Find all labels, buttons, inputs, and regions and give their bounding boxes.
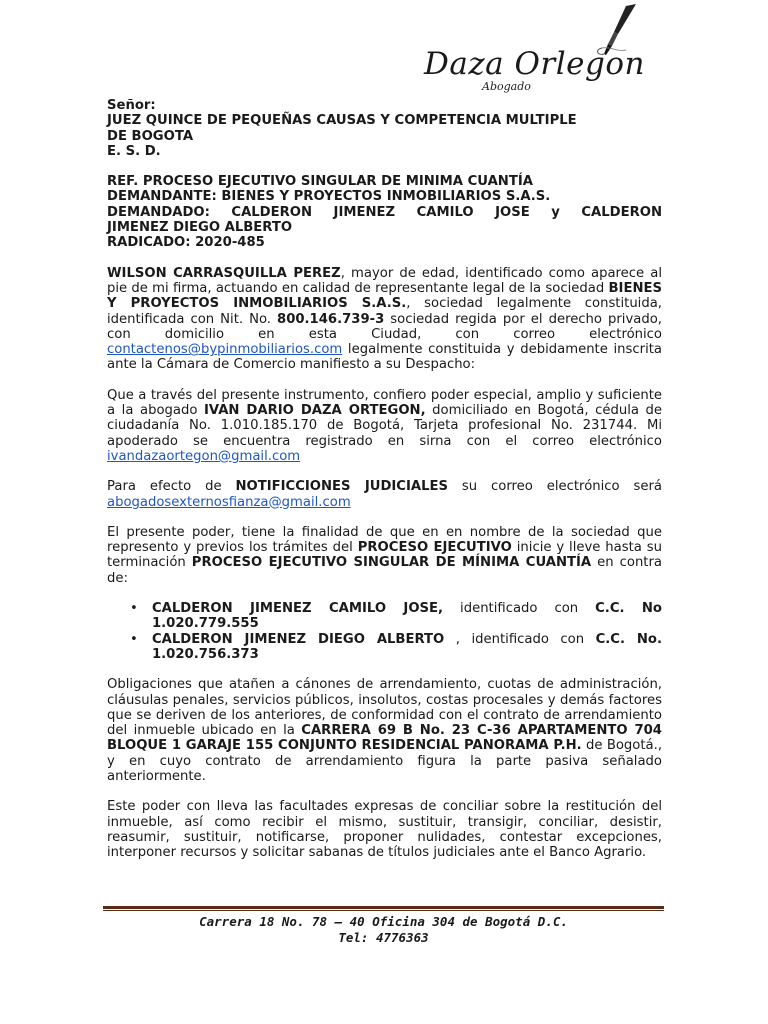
list-item: • CALDERON JIMENEZ CAMILO JOSE, identificado con C.C. No 1.020.779.555 (130, 601, 662, 632)
ref-line: JIMENEZ DIEGO ALBERTO (107, 220, 293, 236)
ref-line: DEMANDADO: CALDERON JIMENEZ CAMILO JOSE y CALDERON (107, 204, 662, 220)
paragraph-faculties: Este poder con lleva las facultades expresas de conciliar sobre la restitución del inmueble, así como recibir el mismo, sustituir, transigir, conciliar, desistir, reasumir, sustituir, notificarse, proponer nulidades, contestar excepciones, interponer recursos y solicitar sabanas de títulos judiciales ante el Banco Agrario. (107, 799, 662, 861)
defendants-list (107, 601, 662, 662)
ref-line: DEMANDANTE: BIENES Y PROYECTOS INMOBILIARIOS S.A.S. (107, 189, 551, 205)
ref-line: REF. PROCESO EJECUTIVO SINGULAR DE MINIMA CUANTÍA (107, 174, 533, 190)
footer-divider (103, 906, 664, 909)
logo-name: Daza Orlegon (424, 46, 645, 82)
footer-address: Carrera 18 No. 78 – 40 Oficina 304 de Bogotá D.C. (199, 914, 568, 929)
firm-logo (410, 2, 645, 100)
email-link[interactable]: abogadosexternosfianza@gmail.com (107, 494, 351, 510)
paragraph-power: Que a través del presente instrumento, confiero poder especial, amplio y suficiente a la abogado IVAN DARIO DAZA ORTEGON, domiciliado en Bogotá, cédula de ciudadanía No. 1.010.185.170 de Bogotá, Tarjeta profesional No. 231744. Mi apoderado se encuentra registrado en sirna con el correo electrónico ivandazaortegon@gmail.com (107, 387, 662, 464)
recipient-line: E. S. D. (107, 143, 161, 159)
email-link[interactable]: contactenos@bypinmobiliarios.com (107, 342, 343, 358)
footer-phone: Tel: 4776363 (338, 930, 429, 945)
paragraph-obligations: Obligaciones que atañen a cánones de arrendamiento, cuotas de administración, cláusulas penales, servicios públicos, insolutos, costas procesales y demás factores que se deriven de los anteriores, de conformidad con el contrato de arrendamiento del inmueble ubicado en la CARRERA 69 B No. 23 C-36 APARTAMENTO 704 BLOQUE 1 GARAJE 155 CONJUNTO RESIDENCIAL PANORAMA P.H. de Bogotá., y en cuyo contrato de arrendamiento figura la parte pasiva señalado anteriormente. (107, 677, 663, 784)
paragraph-purpose: El presente poder, tiene la finalidad de que en en nombre de la sociedad que represento y previos los trámites del PROCESO EJECUTIVO inicie y lleve hasta su terminación PROCESO EJECUTIVO SINGULAR DE MÍNIMA CUANTÍA en contra de: (107, 524, 662, 586)
recipient-line: DE BOGOTA (107, 128, 194, 144)
footer-divider (103, 910, 664, 911)
email-link[interactable]: ivandazaortegon@gmail.com (107, 448, 301, 464)
recipient-line: JUEZ QUINCE DE PEQUEÑAS CAUSAS Y COMPETENCIA MULTIPLE (107, 113, 577, 129)
logo-subtitle: Abogado (482, 80, 531, 93)
ref-line: RADICADO: 2020-485 (107, 235, 265, 251)
paragraph-notifications: Para efecto de NOTIFICCIONES JUDICIALES su correo electrónico será abogadosexternosfianza@gmail.com (107, 479, 662, 510)
paragraph-grantor: WILSON CARRASQUILLA PEREZ, mayor de edad, identificado como aparece al pie de mi firma, actuando en calidad de representante legal de la sociedad BIENES Y PROYECTOS INMOBILIARIOS S.A.S., sociedad legalmente constituida, identificada con Nit. No. 800.146.739-3 sociedad regida por el derecho privado, con domicilio en esta Ciudad, con correo electrónico contactenos@bypinmobiliarios.com legalmente constituida y debidamente inscrita ante la Cámara de Comercio manifiesto a su Despacho: (107, 265, 662, 373)
list-item: • CALDERON JIMENEZ DIEGO ALBERTO , identificado con C.C. No. 1.020.756.373 (130, 631, 663, 662)
letter-body (107, 98, 662, 860)
salutation: Señor: (107, 98, 156, 113)
